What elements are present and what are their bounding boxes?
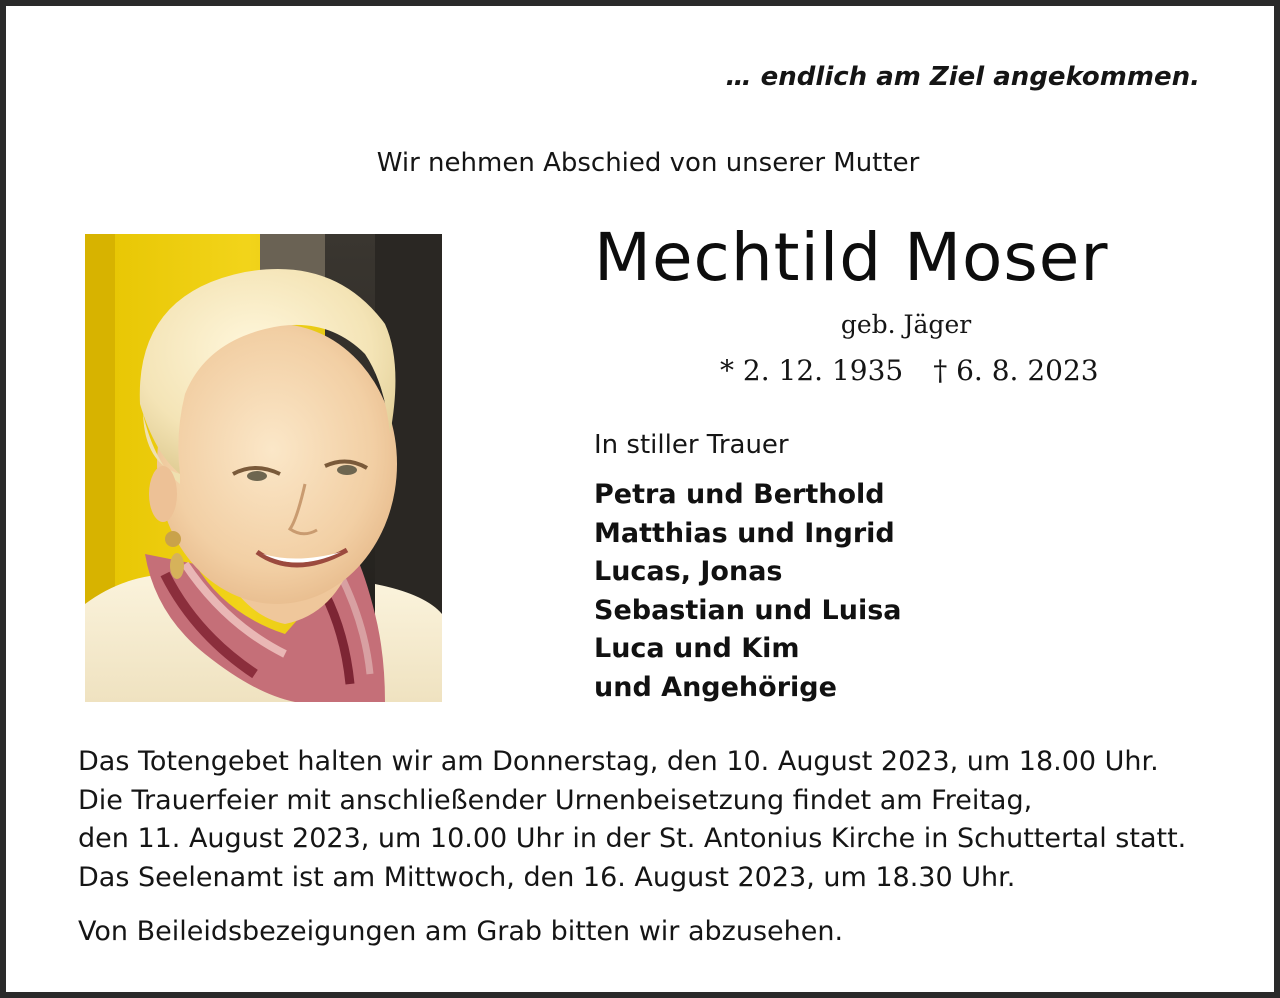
mourners-list bbox=[594, 476, 902, 707]
mourner-item: Matthias und Ingrid bbox=[594, 517, 895, 549]
maiden-name: geb. Jäger bbox=[840, 310, 972, 339]
mourner-item: Petra und Berthold bbox=[594, 479, 885, 510]
info-line: den 11. August 2023, um 10.00 Uhr in der St. Antonius Kirche in Schuttertal statt. bbox=[78, 823, 1187, 854]
mourner-item: Luca und Kim bbox=[594, 633, 800, 664]
birth-date: * 2. 12. 1935 bbox=[720, 354, 904, 387]
mourner-item: und Angehörige bbox=[594, 671, 837, 703]
life-dates bbox=[720, 354, 1099, 387]
death-date: † 6. 8. 2023 bbox=[933, 354, 1099, 387]
mourner-item: Lucas, Jonas bbox=[594, 556, 783, 587]
info-line: Das Totengebet halten wir am Donnerstag, den 10. August 2023, um 18.00 Uhr. bbox=[78, 746, 1159, 777]
ceremony-info bbox=[78, 743, 1228, 897]
deceased-name: Mechtild Moser bbox=[594, 219, 1109, 296]
mourning-intro: In stiller Trauer bbox=[594, 430, 789, 460]
info-line: Das Seelenamt ist am Mittwoch, den 16. August 2023, um 18.30 Uhr. bbox=[78, 861, 1016, 893]
intro-text: Wir nehmen Abschied von unserer Mutter bbox=[376, 148, 920, 178]
mourner-item: Sebastian und Luisa bbox=[594, 594, 902, 626]
closing-note: Von Beileidsbezeigungen am Grab bitten wir abzusehen. bbox=[78, 916, 844, 947]
portrait-photo bbox=[85, 234, 442, 702]
motto-text: … endlich am Ziel angekommen. bbox=[725, 62, 1200, 92]
info-line: Die Trauerfeier mit anschließender Urnenbeisetzung findet am Freitag, bbox=[78, 784, 1033, 816]
